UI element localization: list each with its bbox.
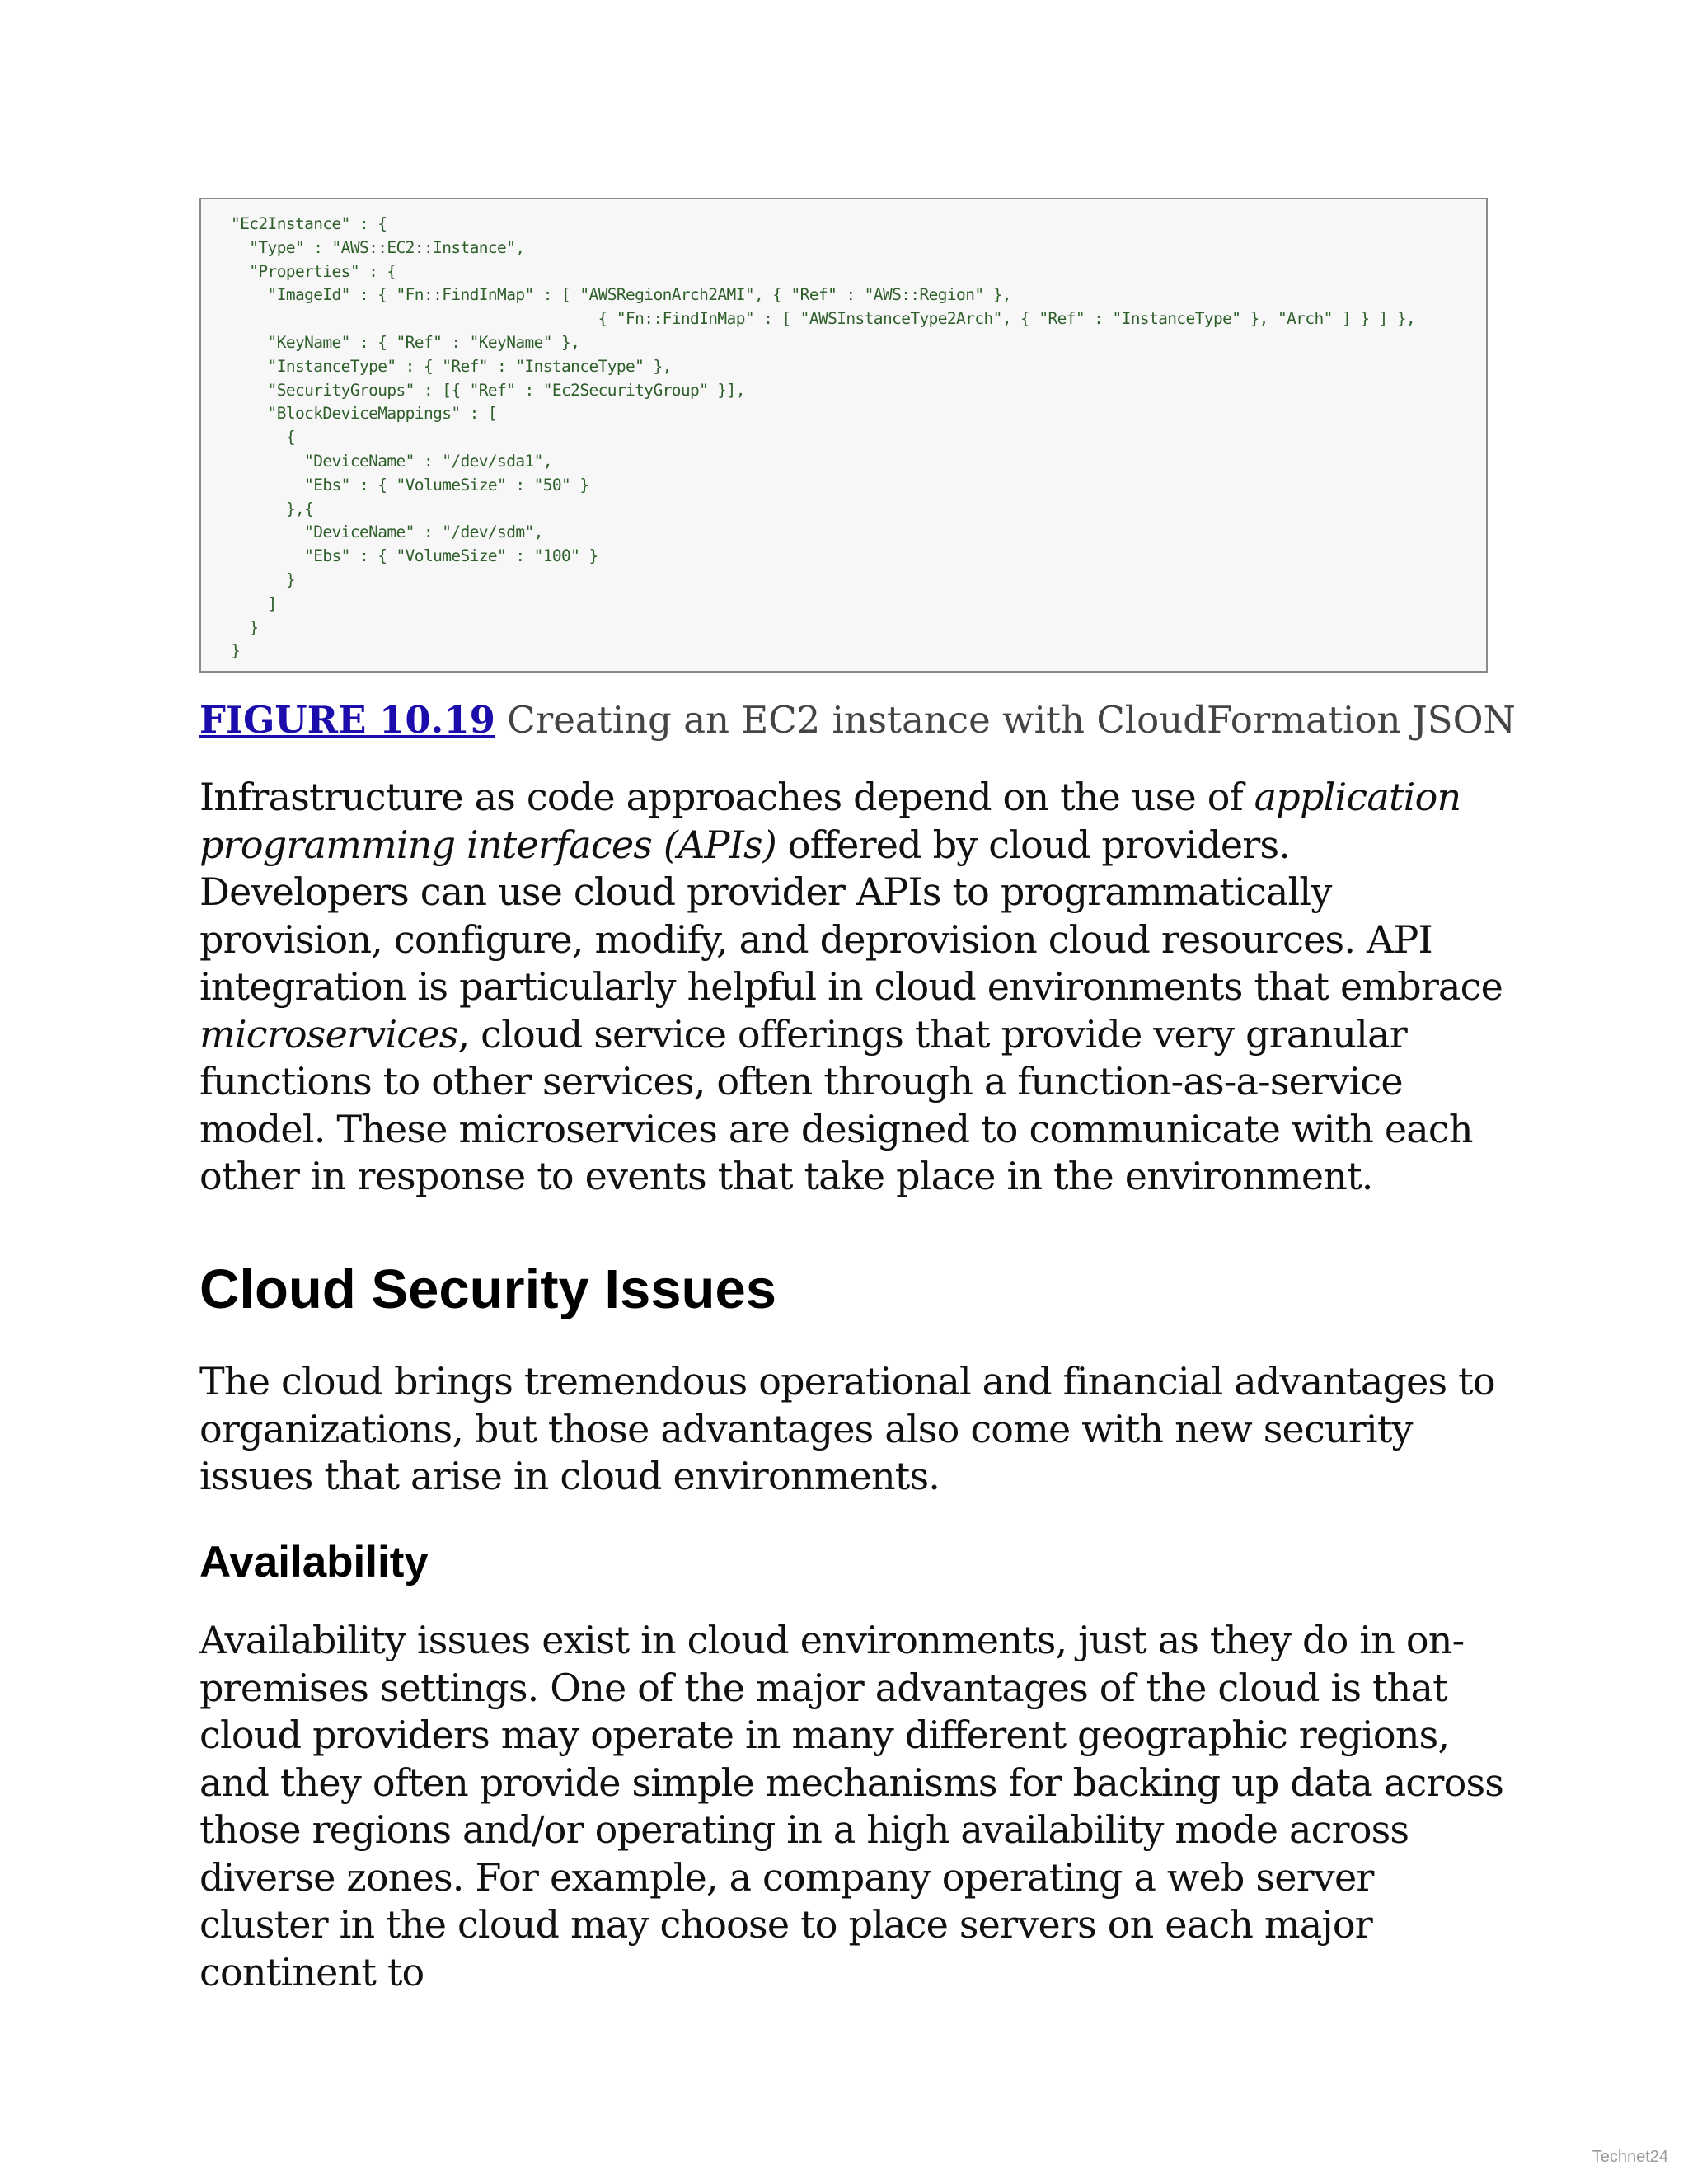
code-figure — [199, 198, 1488, 673]
code-line: "InstanceType" : { "Ref" : "InstanceType" }, — [231, 356, 672, 376]
paragraph-text: Infrastructure as code approaches depend on the use of — [199, 775, 1254, 819]
code-line: } — [231, 641, 241, 661]
code-line: "Ebs" : { "VolumeSize" : "50" } — [231, 475, 589, 494]
subsection-heading: Availability — [199, 1538, 429, 1586]
code-line: "SecurityGroups" : [{ "Ref" : "Ec2SecurityGroup" }], — [231, 380, 745, 400]
availability-paragraph: Availability issues exist in cloud environments, just as they do in on-premises settings. One of the major advantages of the cloud is that cloud providers may operate in many different geographic regions, and they often provide simple mechanisms for backing up data across those regions and/or operating in a high availability mode across diverse zones. For example, a company operating a web server cluster in the cloud may choose to place servers on each major continent to — [199, 1618, 1504, 1994]
code-line: } — [231, 569, 295, 589]
code-line: "DeviceName" : "/dev/sda1", — [231, 451, 552, 471]
figure-link[interactable]: FIGURE 10.19 — [199, 698, 495, 742]
paragraph-text: , cloud service offerings that provide very granular functions to other services, often through a function-as-a-service model. These microservices are designed to communicate with each other in response to events that take place in the environment. — [199, 1011, 1473, 1198]
paragraph-text: offered by cloud providers. Developers can use cloud provider APIs to programmatically provision, configure, modify, and deprovision cloud resources. API integration is particularly helpful in cloud environments that embrace — [199, 822, 1503, 1009]
emphasis-apis: application programming interfaces (APIs) — [199, 775, 1461, 867]
code-line: } — [231, 617, 259, 637]
paragraph-iac-apis — [199, 774, 1510, 1201]
code-line: "Ebs" : { "VolumeSize" : "100" } — [231, 546, 598, 566]
code-line: "Ec2Instance" : { — [231, 214, 387, 233]
section-heading: Cloud Security Issues — [199, 1258, 776, 1320]
code-line: "ImageId" : { "Fn::FindInMap" : [ "AWSRegionArch2AMI", { "Ref" : "AWS::Region" }, — [231, 285, 1011, 305]
section-intro-paragraph: The cloud brings tremendous operational and financial advantages to organizations, but those advantages also come with new security issues that arise in cloud environments. — [199, 1359, 1495, 1498]
code-line: "DeviceName" : "/dev/sdm", — [231, 523, 543, 542]
code-line: },{ — [231, 499, 314, 518]
code-block — [231, 213, 1415, 663]
figure-caption-text: Creating an EC2 instance with CloudFormation JSON — [495, 698, 1516, 742]
code-line: "KeyName" : { "Ref" : "KeyName" }, — [231, 332, 580, 352]
code-line: "Type" : "AWS::EC2::Instance", — [231, 237, 525, 257]
code-line: ] — [231, 593, 277, 613]
code-line: "BlockDeviceMappings" : [ — [231, 404, 498, 424]
emphasis-microservices: microservices — [199, 1011, 458, 1057]
code-line: { — [231, 428, 295, 448]
code-line: { "Fn::FindInMap" : [ "AWSInstanceType2Arch", { "Ref" : "InstanceType" }, "Arch" ] } ] }, — [231, 309, 1416, 329]
code-line: "Properties" : { — [231, 261, 396, 281]
figure-caption — [199, 696, 1518, 744]
watermark: Technet24 — [1592, 2148, 1668, 2166]
